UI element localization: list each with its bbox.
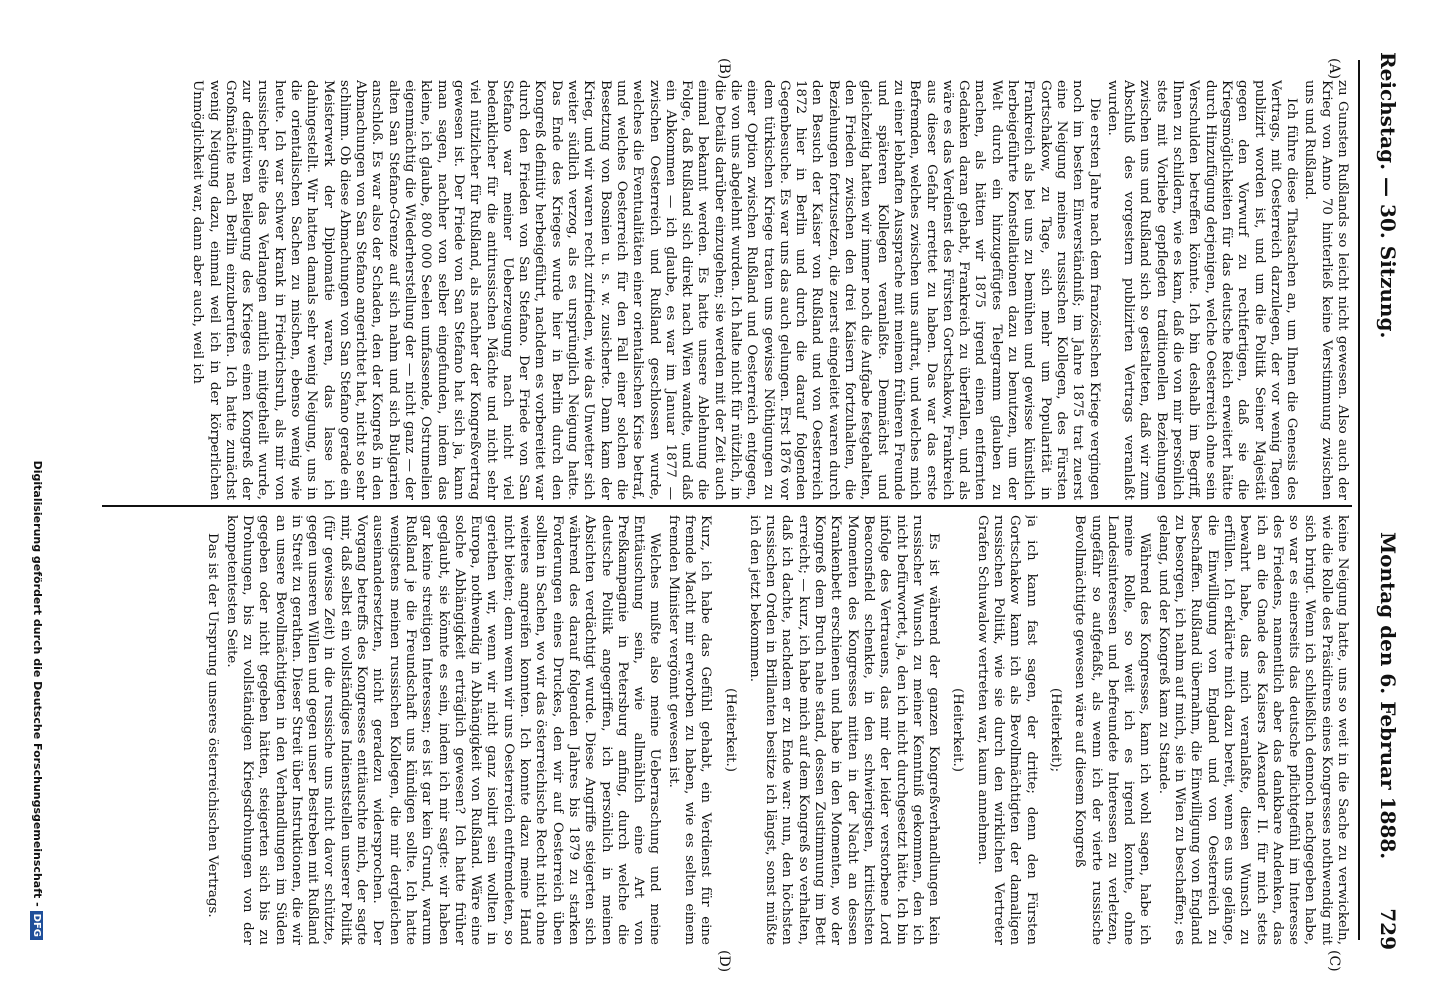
- interjection: (Heiterkeit.): [950, 688, 966, 772]
- interjection: (Heiterkeit);: [1047, 687, 1063, 773]
- dfg-logo: DFG: [30, 911, 43, 940]
- paragraph: Welches mußte also meine Ueberraschung und meine Enttäuschung sein, wie allmählich eine Art von Preßkampagnie in Petersburg anfing, durch welche die deutsche Politik angegriffen, ich persönlich in meinen Absichten verdächtigt wurde. Diese Angriffe steigerten sich während des darauf folgenden Jahres bis 1879 zu starken Forderungen eines Druckes, den wir auf Oesterreich üben sollten in Sachen, wo wir das österreichische Recht nicht ohne weiteres angreifen konnten. Ich konnte dazu meine Hand nicht bieten; denn wenn wir uns Oesterreich entfremdeten, so geriethen wir, wenn wir nicht ganz isolirt sein wollten in Europa, nothwendig in Abhängigkeit von Rußland. Wäre eine solche Abhängigkeit erträglich gewesen? Ich hatte früher geglaubt, sie könnte es sein, indem ich mir sagte: wir haben gar keine streitigen Interessen; es ist gar kein Grund, warum Rußland je die Freundschaft uns kündigen sollte. Ich hatte wenigstens meinen russischen Kollegen, die mir dergleichen auseinandersetzten, nicht geradezu widersprochen. Der Vorgang betreffs des Kongresses enttäuschte mich, der sagte mir, daß selbst ein vollständiges Indienststellen unserer Politik (für gewisse Zeit) in die russische uns nicht davor schützte, gegen unseren Willen und gegen unser Bestreben mit Rußland in Streit zu gerathen. Dieser Streit über Instruktionen, die wir an unsere Bevollmächtigten in den Verhandlungen im Süden gegeben oder nicht gegeben hätten, steigerten sich bis zu Drohungen, bis zu vollständigen Kriegsdrohungen von der kompetentesten Seite.: [223, 515, 663, 945]
- margin-marker-a: (A): [1326, 58, 1342, 80]
- paragraph: Ich führe diese Thatsachen an, um Ihnen die Genesis des Vertrags, mit Oesterreich darzulegen, der vor wenig Tagen publizirt worden ist, und um die Politik Seiner Majestät gegen den Vorwurf zu rechtfertigen, daß sie die Kriegsmöglichkeiten für das deutsche Reich erweitert hätte durch Hinzufügung derjenigen, welche Oesterreich ohne sein Verschulden betreffen könnte. Ich bin deshalb im Begriff, Ihnen zu schildern, wie es kam, daß die von mir persönlich stets mit Vorliebe gepflegten traditionellen Beziehungen zwischen uns und Rußland sich so gestalteten, daß wir zum Abschluß des vorgestern publizirten Vertrags veranlaßt wurden.: [1104, 80, 1300, 500]
- header-rule: [1358, 60, 1360, 940]
- header-date: Montag den 6. Februar 1888.: [1376, 532, 1400, 860]
- interjection: (Heiterkeit.): [722, 688, 738, 772]
- footer-text: Digitalisierung gefördert durch die Deutsche Forschungsgemeinschaft -: [31, 460, 44, 907]
- margin-marker-b: (B): [716, 58, 732, 80]
- paragraph: Das ist der Ursprung unseres österreichischen Vertrags.: [205, 533, 221, 918]
- paragraph: Während des Kongresses, kann ich wohl sagen, habe ich meine Rolle, so weit ich es irgend konnte, ohne Landesinteressen und befreundete Interessen zu verletzen, ungefähr so aufgefaßt, als wenn ich der vierte russische Bevollmächtigte gewesen wäre auf diesem Kongreß: [1072, 515, 1153, 945]
- margin-marker-c: (C): [1326, 950, 1342, 972]
- column-divider: [102, 505, 1352, 507]
- digitization-footer: [30, 461, 44, 940]
- page-number: 729: [1376, 908, 1400, 950]
- header-session: Reichstag. — 30. Sitzung.: [1376, 52, 1400, 339]
- paragraph: Es ist während der ganzen Kongreßverhandlungen kein russischer Wunsch zu meiner Kenntniß gekommen, den ich nicht befürwortet, ja, den ich nicht durchgesetzt hätte. Ich bin infolge des Vertrauens, das mir der leider verstorbene Lord Beaconsfield schenkte, in den schwierigsten, kritischsten Momenten des Kongresses mitten in der Nacht an dessen Krankenbett erschienen und habe in den Momenten, wo der Kongreß dem Bruch nahe stand, dessen Zustimmung im Bett erreicht; — kurz, ich habe mich auf dem Kongreß so verhalten, daß ich dachte, nachdem er zu Ende war: nun, den höchsten russischen Orden in Brillanten besitze ich längst, sonst müßte ich den jetzt bekommen.: [746, 515, 942, 945]
- left-column: [110, 80, 1350, 500]
- paragraph: ja ich kann fast sagen, der dritte; denn den Fürsten Gortschakow kann ich als Bevollmächtigten der damaligen russischen Politik, wie sie durch den wirklichen Vertreter Grafen Schuwalow vertreten war, kaum annehmen.: [974, 515, 1039, 945]
- right-column: [110, 515, 1350, 945]
- margin-marker-d: (D): [716, 950, 732, 973]
- paragraph: Kurz, ich habe das Gefühl gehabt, ein Verdienst für eine fremde Macht mir erworben zu haben, wie es selten einem fremden Minister vergönnt gewesen ist.: [665, 515, 714, 945]
- paragraph: zu Gunsten Rußlands so leicht nicht gewesen. Also auch der Krieg von Anno 70 hinterließ keine Verstimmung zwischen uns und Rußland.: [1302, 80, 1350, 500]
- page-header: [1364, 52, 1404, 960]
- paragraph: keine Neigung hatte, uns so weit in die Sache zu verwickeln, wie die Rolle des Präsidirens eines Kongresses nothwendig mit sich bringt. Wenn ich schließlich dennoch nachgegeben habe, so war es einerseits das deutsche pflichtgefühl im Interesse des Friedens, namentlich aber das dankbare Andenken, das ich an die Gnade des Kaisers Alexander II. für mich stets bewahrt habe, das mich veranlaßte, diesen Wunsch zu erfüllen. Ich erklärte mich dazu bereit, wenn es uns gelänge, die Einwilligung von England und von Oesterreich zu beschaffen. Rußland übernahm, die Einwilligung von England zu besorgen, ich nahm auf mich, sie in Wien zu beschaffen; es gelang, und der Kongreß kam zu Stande.: [1155, 515, 1350, 945]
- paragraph: Die ersten Jahre nach dem französischen Kriege vergingen noch im besten Einverständniß; im Jahre 1875 trat zuerst eine Neigung meines russischen Kollegen, des Fürsten Gortschakow, zu Tage, sich mehr um Popularität in Frankreich als bei uns zu bemühen und gewisse künstlich herbeigeführte Konstellationen dazu zu benutzen, um der Welt durch ein hinzugefügtes Telegramm glauben zu machen, als hätten wir 1875 irgend einen entfernten Gedanken daran gehabt, Frankreich zu überfallen, und als wäre es das Verdienst des Fürsten Gortschakow, Frankreich aus dieser Gefahr errettet zu haben. Das war das erste Befremden, welches zwischen uns auftrat, und welches mich zu einer lebhaften Aussprache mit meinem früheren Freunde und späteren Kollegen veranlaßte. Demnächst und gleichzeitig hatten wir immer noch die Aufgabe festgehalten, den Frieden zwischen den drei Kaisern fortzuhalten, die Beziehungen fortzusetzen, die zuerst eingeleitet waren durch den Besuch der Kaiser von Rußland und von Oesterreich 1872 hier in Berlin und durch die darauf folgenden Gegenbesuche. Es war uns das auch gelungen. Erst 1876 vor dem türkischen Kriege traten uns gewisse Nöthigungen zu einer Option zwischen Rußland und Oesterreich entgegen, die von uns abgelehnt wurden. Ich halte nicht für nützlich, in die Details darüber einzugehen; sie werden mit der Zeit auch einmal bekannt werden. Es hatte unsere Ablehnung die Folge, daß Rußland sich direkt nach Wien wandte, und daß ein Abkommen — ich glaube, es war im Januar 1877 — zwischen Oesterreich und Rußland geschlossen wurde, welches die Eventualitäten einer orientalischen Krise betraf, und welches Oesterreich für den Fall einer solchen die Besetzung von Bosnien u. s. w. zusicherte. Dann kam der Krieg, und wir waren recht zufrieden, wie das Unwetter sich weiter südlich verzog, als es ursprünglich Neigung hatte. Das Ende des Krieges wurde hier in Berlin durch den Kongreß definitiv herbeigeführt, nachdem es vorbereitet war durch den Frieden von San Stefano. Der Friede von San Stefano war meiner Ueberzeugung nach nicht viel bedenklicher für die antirussischen Mächte und nicht sehr viel nützlicher für Rußland, als nachher der Kongreßvertrag gewesen ist. Der Friede von San Stefano hat sich ja, kann man sagen, nachher von selber eingefunden, indem das kleine, ich glaube, 800 000 Seelen umfassende, Ostrumelien eigenmächtig die Wiederherstellung der — nicht ganz — der alten San Stefano-Grenze auf sich nahm und sich Bulgarien anschloß. Es war also der Schaden, den der Kongreß in den Abmachungen von San Stefano angerichtet hat, nicht so sehr schlimm. Ob diese Abmachungen von San Stefano gerade ein Meisterwerk der Diplomatie waren, das lasse ich dahingestellt. Wir hatten damals sehr wenig Neigung, uns in die orientalischen Sachen zu mischen, ebenso wenig wie heute. Ich war schwer krank in Friedrichsruh, als mir von russischer Seite das Verlangen amtlich mitgetheilt wurde, zur definitiven Beilegung des Krieges einen Kongreß der Großmächte nach Berlin einzuberufen. Ich hatte zunächst wenig Neigung dazu, einmal weil ich in der körperlichen Unmöglichkeit war, dann aber auch, weil ich: [190, 80, 1102, 500]
